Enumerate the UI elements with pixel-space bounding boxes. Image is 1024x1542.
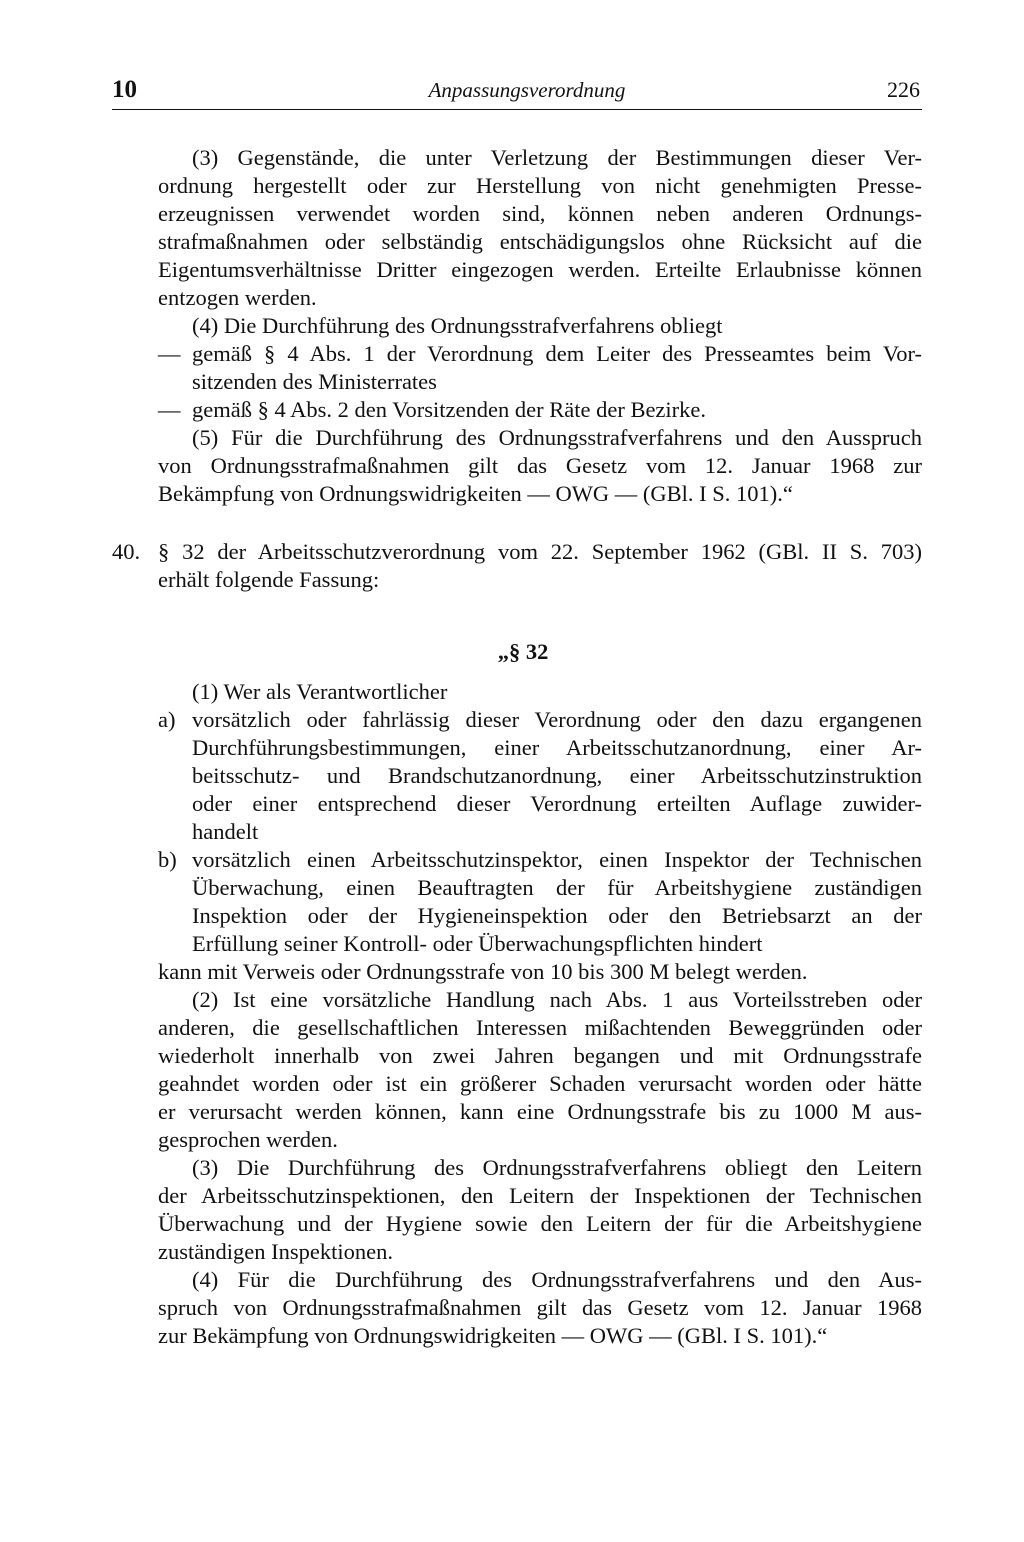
text-line: wiederholt innerhalb von zwei Jahren begangen und mit Ordnungsstrafe xyxy=(158,1043,922,1068)
text-line: sitzenden des Ministerrates xyxy=(192,369,437,394)
text-line: gemäß § 4 Abs. 2 den Vorsitzenden der Räte der Bezirke. xyxy=(192,397,707,422)
page-number: 226 xyxy=(887,77,920,102)
list-dash: — xyxy=(158,341,181,366)
text-line: Bekämpfung von Ordnungswidrigkeiten — OWG — (GBl. I S. 101).“ xyxy=(158,481,793,506)
text-line: Eigentumsverhältnisse Dritter eingezogen werden. Erteilte Erlaubnisse können xyxy=(158,257,922,282)
text-line: handelt xyxy=(192,819,259,844)
text-line: der Arbeitsschutzinspektionen, den Leitern der Inspektionen der Technischen xyxy=(158,1183,922,1208)
text-line: erhält folgende Fassung: xyxy=(158,567,380,592)
list-dash: — xyxy=(158,397,181,422)
text-line: (3) Die Durchführung des Ordnungsstrafverfahrens obliegt den Leitern xyxy=(192,1155,922,1180)
text-line: anderen, die gesellschaftlichen Interessen mißachtenden Beweggründen oder xyxy=(158,1015,922,1040)
header-rule xyxy=(112,109,922,110)
text-line: (4) Die Durchführung des Ordnungsstrafverfahrens obliegt xyxy=(192,313,723,338)
text-line: zuständigen Inspektionen. xyxy=(158,1239,393,1264)
text-line: (2) Ist eine vorsätzliche Handlung nach Abs. 1 aus Vorteilsstreben oder xyxy=(192,987,922,1012)
list-marker-a: a) xyxy=(158,707,176,732)
page-header xyxy=(112,74,922,106)
text-line: (5) Für die Durchführung des Ordnungsstrafverfahrens und den Ausspruch xyxy=(192,425,922,450)
item-number: 40. xyxy=(112,539,141,564)
text-line: (3) Gegenstände, die unter Verletzung der Bestimmungen dieser Ver- xyxy=(192,145,922,170)
text-line: Überwachung, einen Beauftragten der für Arbeitshygiene zuständigen xyxy=(192,875,922,900)
list-marker-b: b) xyxy=(158,847,177,872)
text-line: er verursacht werden können, kann eine Ordnungsstrafe bis zu 1000 M aus- xyxy=(158,1099,922,1124)
text-line: zur Bekämpfung von Ordnungswidrigkeiten — OWG — (GBl. I S. 101).“ xyxy=(158,1323,828,1348)
text-line: oder einer entsprechend dieser Verordnung erteilten Auflage zuwider- xyxy=(192,791,922,816)
text-line: von Ordnungsstrafmaßnahmen gilt das Gesetz vom 12. Januar 1968 zur xyxy=(158,453,922,478)
text-line: (1) Wer als Verantwortlicher xyxy=(192,679,448,704)
text-line: (4) Für die Durchführung des Ordnungsstrafverfahrens und den Aus- xyxy=(192,1267,922,1292)
text-line: vorsätzlich oder fahrlässig dieser Verordnung oder den dazu ergangenen xyxy=(192,707,922,732)
text-line: kann mit Verweis oder Ordnungsstrafe von 10 bis 300 M belegt werden. xyxy=(158,959,808,984)
chapter-number: 10 xyxy=(112,76,137,103)
text-line: gemäß § 4 Abs. 1 der Verordnung dem Leiter des Presseamtes beim Vor- xyxy=(192,341,922,366)
text-line: Erfüllung seiner Kontroll- oder Überwachungspflichten hindert xyxy=(192,931,763,956)
text-line: § 32 der Arbeitsschutzverordnung vom 22. September 1962 (GBl. II S. 703) xyxy=(158,539,922,564)
text-line: strafmaßnahmen oder selbständig entschädigungslos ohne Rücksicht auf die xyxy=(158,229,922,254)
text-line: spruch von Ordnungsstrafmaßnahmen gilt das Gesetz vom 12. Januar 1968 xyxy=(158,1295,922,1320)
text-line: ordnung hergestellt oder zur Herstellung von nicht genehmigten Presse- xyxy=(158,173,922,198)
section-heading: „§ 32 xyxy=(497,639,549,664)
text-line: geahndet worden oder ist ein größerer Schaden verursacht worden oder hätte xyxy=(158,1071,922,1096)
running-title: Anpassungsverordnung xyxy=(428,78,626,102)
text-line: beitsschutz- und Brandschutzanordnung, einer Arbeitsschutzinstruktion xyxy=(192,763,922,788)
text-line: vorsätzlich einen Arbeitsschutzinspektor, einen Inspektor der Technischen xyxy=(192,847,922,872)
text-line: gesprochen werden. xyxy=(158,1127,338,1152)
text-line: Inspektion oder der Hygieneinspektion oder den Betriebsarzt an der xyxy=(192,903,922,928)
text-line: Durchführungsbestimmungen, einer Arbeitsschutzanordnung, einer Ar- xyxy=(192,735,922,760)
text-line: Überwachung und der Hygiene sowie den Leitern der für die Arbeitshygiene xyxy=(158,1211,922,1236)
text-line: erzeugnissen verwendet worden sind, können neben anderen Ordnungs- xyxy=(158,201,922,226)
text-line: entzogen werden. xyxy=(158,285,317,310)
